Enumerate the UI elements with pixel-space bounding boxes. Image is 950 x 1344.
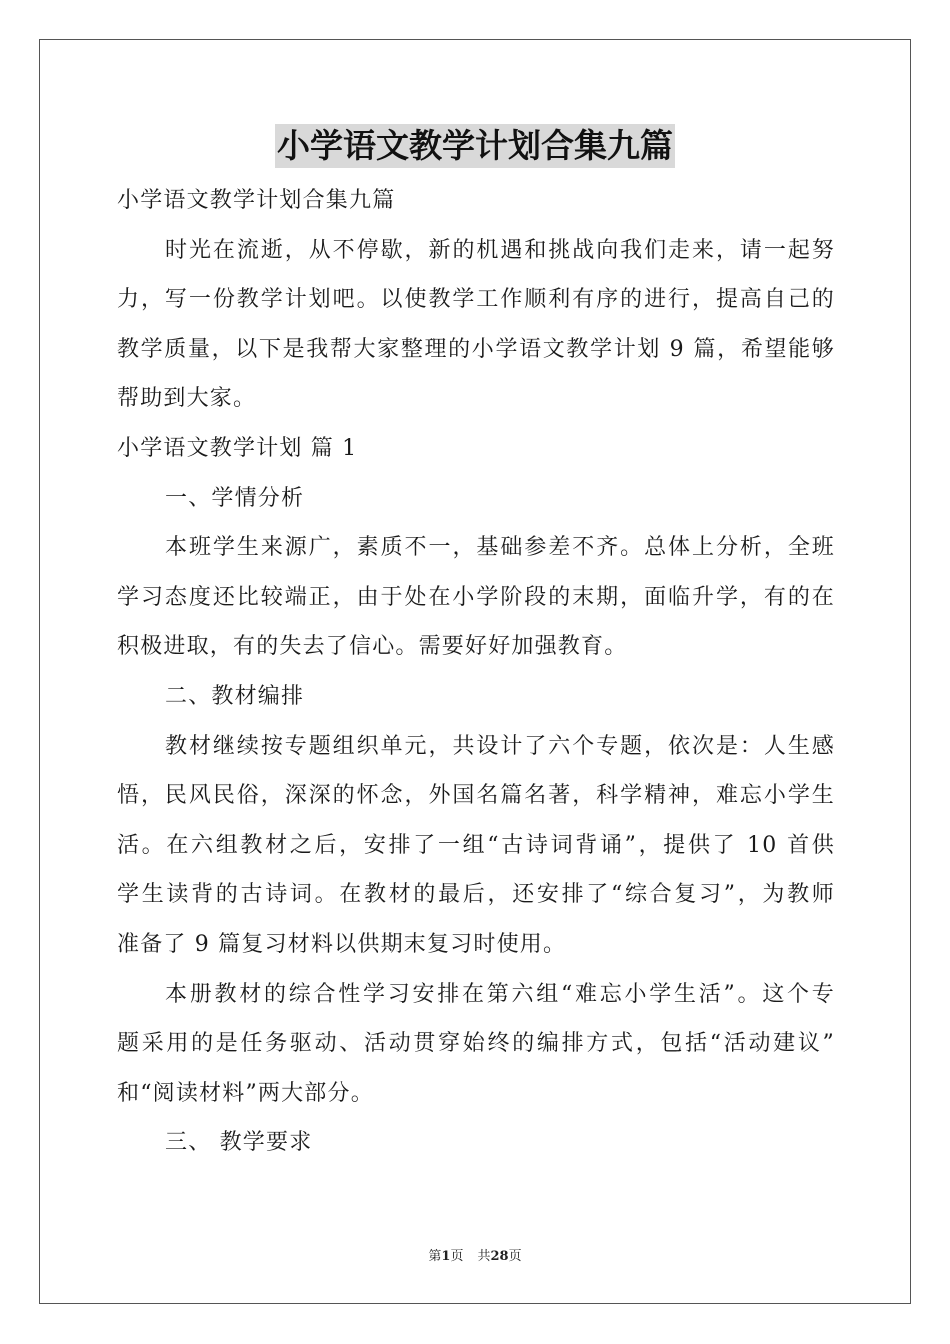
paragraph-line: 活。在六组教材之后，安排了一组“古诗词背诵”，提供了 10 首供 (117, 832, 835, 858)
section-heading: 小学语文教学计划 篇 1 (117, 435, 358, 461)
intro-paragraph (117, 226, 835, 424)
title-container (0, 124, 950, 168)
paragraph-line: 力，写一份教学计划吧。以使教学工作顺利有序的进行，提高自己的 (117, 287, 835, 313)
subheading-learning-analysis: 一、学情分析 (165, 485, 305, 511)
paragraph-line: 帮助到大家。 (117, 386, 257, 412)
paragraph-line: 本班学生来源广，素质不一，基础参差不齐。总体上分析，全班 (165, 535, 835, 561)
document-subtitle: 小学语文教学计划合集九篇 (117, 188, 396, 213)
paragraph-line: 准备了 9 篇复习材料以供期末复习时使用。 (117, 931, 567, 957)
paragraph-line: 积极进取，有的失去了信心。需要好好加强教育。 (117, 634, 628, 660)
textbook-layout-paragraph (117, 722, 835, 970)
paragraph-line: 学习态度还比较端正，由于处在小学阶段的末期，面临升学，有的在 (117, 584, 835, 610)
learning-analysis-paragraph (117, 523, 835, 672)
total-prefix: 共 (477, 1249, 491, 1264)
paragraph-line: 和“阅读材料”两大部分。 (117, 1080, 374, 1106)
page-suffix: 页 (450, 1249, 464, 1264)
paragraph-line: 学生读背的古诗词。在教材的最后，还安排了“综合复习”，为教师 (117, 882, 835, 908)
paragraph-line: 悟，民风民俗，深深的怀念，外国名篇名著，科学精神，难忘小学生 (117, 783, 835, 809)
paragraph-line: 教材继续按专题组织单元，共设计了六个专题，依次是：人生感 (165, 733, 835, 759)
comprehensive-study-paragraph (117, 970, 835, 1119)
page-prefix: 第 (428, 1249, 442, 1264)
paragraph-line: 时光在流逝，从不停歇，新的机遇和挑战向我们走来，请一起努 (165, 237, 835, 263)
total-suffix: 页 (508, 1249, 522, 1264)
document-body (117, 176, 835, 1168)
paragraph-line: 题采用的是任务驱动、活动贯穿始终的编排方式，包括“活动建议” (117, 1031, 835, 1057)
page-footer (0, 1245, 950, 1264)
current-page-number: 1 (441, 1249, 451, 1264)
paragraph-line: 教学质量，以下是我帮大家整理的小学语文教学计划 9 篇，希望能够 (117, 336, 835, 362)
document-title: 小学语文教学计划合集九篇 (275, 124, 675, 168)
subheading-teaching-requirements: 三、 教学要求 (165, 1130, 313, 1156)
total-page-count: 28 (490, 1249, 509, 1264)
subheading-textbook-layout: 二、教材编排 (165, 683, 305, 709)
paragraph-line: 本册教材的综合性学习安排在第六组“难忘小学生活”。这个专 (165, 981, 835, 1007)
